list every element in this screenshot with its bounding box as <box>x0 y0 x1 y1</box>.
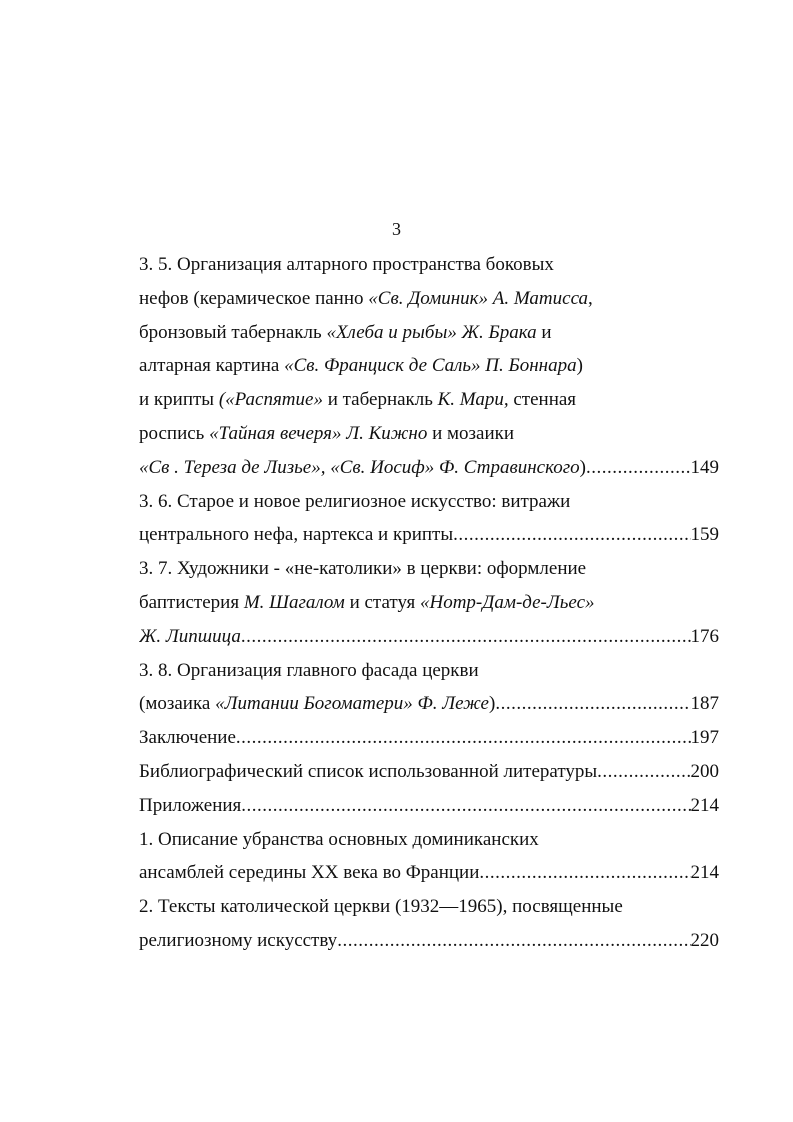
toc-entry-3-5-line-3 <box>139 320 719 354</box>
toc-entry-appendix-1-line-1 <box>139 827 719 861</box>
toc-entry-3-5-line-7 <box>139 455 719 489</box>
toc-italic-text: «Литании Богоматери» Ф. Леже <box>215 693 489 715</box>
toc-entry-3-6-line-2 <box>139 522 719 556</box>
toc-text: (мозаика <box>139 693 216 715</box>
toc-italic-text: «Тайная вечеря» Л. Кижно <box>209 422 428 444</box>
toc-entry-appendix-2-line-2 <box>139 928 719 962</box>
toc-page-number: 176 <box>690 625 719 647</box>
toc-entry-appendix-2-line-1 <box>139 894 719 928</box>
toc-entry-conclusion <box>139 725 719 759</box>
toc-text <box>139 691 495 717</box>
toc-text: баптистерия <box>139 591 244 613</box>
dot-leader <box>241 793 690 819</box>
toc-text: 2. Тексты католической церкви (1932—1965), посвященные <box>139 896 623 918</box>
toc-entry-3-5-line-5 <box>139 387 719 421</box>
toc-entry-appendix-1-line-2 <box>139 860 719 894</box>
toc-entry-3-8-line-2 <box>139 691 719 725</box>
toc-entry-3-5-line-6 <box>139 421 719 455</box>
toc-italic-text: «Св . Тереза де Лизье», «Св. Иосиф» Ф. Стравинского <box>139 456 580 478</box>
toc-italic-text: («Распятие» <box>218 389 323 411</box>
toc-text: и <box>536 321 552 343</box>
dot-leader <box>241 624 691 650</box>
toc-text: и табернакль <box>322 389 438 411</box>
dot-leader <box>479 860 690 886</box>
toc-text: 3. 6. Старое и новое религиозное искусство: витражи <box>139 490 571 512</box>
toc-page-number: 200 <box>690 760 719 782</box>
dot-leader <box>597 759 690 785</box>
toc-text: Приложения <box>139 794 242 816</box>
toc-text: ) <box>579 456 586 478</box>
toc-text <box>139 455 586 481</box>
toc-entry-3-7-line-3 <box>139 624 719 658</box>
dot-leader <box>236 725 691 751</box>
toc-italic-text: «Св. Франциск де Саль» П. Боннара <box>284 355 577 377</box>
toc-text: 3. 8. Организация главного фасада церкви <box>139 659 479 681</box>
toc-text: нефов (керамическое панно <box>139 287 369 309</box>
toc-entry-3-7-line-1 <box>139 556 719 590</box>
toc-text: Библиографический список использованной литературы <box>139 760 598 782</box>
toc-text: и мозаики <box>427 422 515 444</box>
page-number: 3 <box>392 219 401 239</box>
toc-text: ) <box>488 693 496 715</box>
toc-entry-3-5-line-1 <box>139 252 719 286</box>
toc-text: , <box>588 287 593 309</box>
toc-italic-text: К. Мари, <box>437 389 509 411</box>
toc-entry-appendices <box>139 793 719 827</box>
toc-entry-3-8-line-1 <box>139 658 719 692</box>
toc-text: религиозному искусству <box>139 929 338 951</box>
toc-entry-3-6-line-1 <box>139 489 719 523</box>
toc-text: 3. 5. Организация алтарного пространства боковых <box>139 254 554 275</box>
toc-page-number: 197 <box>690 727 719 749</box>
toc-page-number: 187 <box>690 693 719 715</box>
toc-text: ансамблей середины XX века во Франции <box>139 862 480 884</box>
dot-leader <box>586 455 691 481</box>
dot-leader <box>453 522 690 548</box>
toc-text: Заключение <box>139 727 236 749</box>
toc-text: 3. 7. Художники - «не-католики» в церкви: оформление <box>139 558 587 580</box>
table-of-contents <box>139 252 719 962</box>
toc-text: бронзовый табернакль <box>139 321 327 343</box>
toc-italic-text: «Хлеба и рыбы» Ж. Брака <box>326 321 537 343</box>
toc-page-number: 159 <box>690 524 719 546</box>
toc-entry-bibliography <box>139 759 719 793</box>
toc-italic-text: Ж. Липшица <box>139 625 241 647</box>
toc-entry-3-5-line-2 <box>139 286 719 320</box>
toc-text: и статуя <box>344 591 420 613</box>
toc-text: 1. Описание убранства основных доминиканских <box>139 828 539 850</box>
toc-page-number: 214 <box>690 862 719 884</box>
toc-text: алтарная картина <box>139 355 285 377</box>
dot-leader <box>337 928 690 954</box>
toc-italic-text: «Нотр-Дам-де-Льес» <box>419 591 595 613</box>
dot-leader <box>495 691 690 717</box>
toc-text: центрального нефа, нартекса и крипты <box>139 524 454 546</box>
toc-text: ) <box>576 355 583 377</box>
toc-entry-3-5-line-4 <box>139 353 719 387</box>
toc-text: и крипты <box>139 389 219 411</box>
toc-italic-text: М. Шагалом <box>243 591 345 613</box>
toc-text: стенная <box>508 389 577 411</box>
toc-italic-text: «Св. Доминик» А. Матисса <box>368 287 589 309</box>
toc-page-number: 149 <box>690 456 719 478</box>
toc-page-number: 220 <box>690 929 719 951</box>
toc-text: роспись <box>139 422 210 444</box>
toc-entry-3-7-line-2 <box>139 590 719 624</box>
toc-page-number: 214 <box>690 794 719 816</box>
